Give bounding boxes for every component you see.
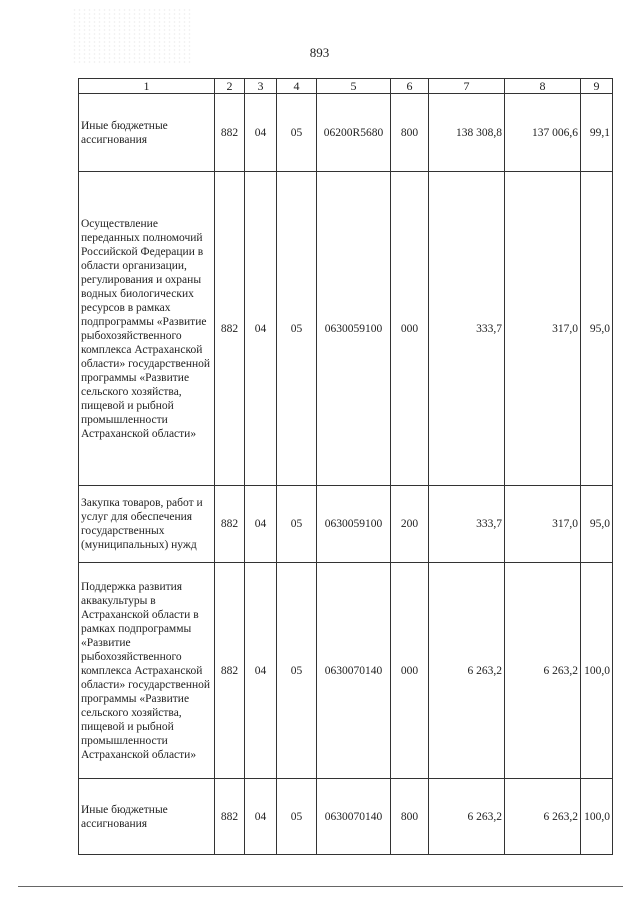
row-target: 0630059100 (317, 172, 391, 486)
row-plan: 333,7 (429, 172, 505, 486)
row-name: Осуществление переданных полномочий Российской Федерации в области организации, регулирования и охраны водных биологических ресурсов в рамках подпрограммы «Развитие рыбохозяйственного комплекса Астраханской области» государственной программы «Развитие сельского хозяйства, пищевой и рыбной промышленности Астраханской области» (79, 172, 215, 486)
row-code: 882 (215, 486, 245, 563)
column-header: 7 (429, 79, 505, 94)
table-row (79, 563, 613, 779)
row-actual: 137 006,6 (505, 94, 581, 172)
row-code: 882 (215, 94, 245, 172)
row-plan: 6 263,2 (429, 563, 505, 779)
row-actual: 317,0 (505, 172, 581, 486)
table-row (79, 486, 613, 563)
row-section: 04 (245, 94, 277, 172)
page-bottom-rule (18, 886, 623, 887)
column-header: 4 (277, 79, 317, 94)
column-header: 2 (215, 79, 245, 94)
row-percent: 100,0 (581, 563, 613, 779)
column-header: 8 (505, 79, 581, 94)
row-actual: 6 263,2 (505, 563, 581, 779)
row-target: 0630070140 (317, 779, 391, 855)
table-row (79, 94, 613, 172)
row-subsection: 05 (277, 486, 317, 563)
budget-table (78, 78, 613, 855)
row-section: 04 (245, 563, 277, 779)
row-percent: 95,0 (581, 172, 613, 486)
row-percent: 100,0 (581, 779, 613, 855)
row-type: 200 (391, 486, 429, 563)
row-section: 04 (245, 486, 277, 563)
row-name: Иные бюджетные ассигнования (79, 779, 215, 855)
table-row (79, 172, 613, 486)
row-code: 882 (215, 779, 245, 855)
row-target: 0630070140 (317, 563, 391, 779)
row-subsection: 05 (277, 172, 317, 486)
row-plan: 6 263,2 (429, 779, 505, 855)
table-header-row (79, 79, 613, 94)
column-header: 3 (245, 79, 277, 94)
row-type: 000 (391, 172, 429, 486)
row-target: 0630059100 (317, 486, 391, 563)
row-type: 800 (391, 94, 429, 172)
row-section: 04 (245, 779, 277, 855)
row-percent: 95,0 (581, 486, 613, 563)
row-subsection: 05 (277, 563, 317, 779)
row-plan: 333,7 (429, 486, 505, 563)
column-header: 6 (391, 79, 429, 94)
row-name: Закупка товаров, работ и услуг для обеспечения государственных (муниципальных) нужд (79, 486, 215, 563)
row-code: 882 (215, 172, 245, 486)
column-header: 5 (317, 79, 391, 94)
row-code: 882 (215, 563, 245, 779)
column-header: 9 (581, 79, 613, 94)
column-header: 1 (79, 79, 215, 94)
row-type: 800 (391, 779, 429, 855)
row-subsection: 05 (277, 779, 317, 855)
row-plan: 138 308,8 (429, 94, 505, 172)
row-target: 06200R5680 (317, 94, 391, 172)
row-actual: 317,0 (505, 486, 581, 563)
page-number: 893 (309, 45, 330, 60)
row-percent: 99,1 (581, 94, 613, 172)
table-row (79, 779, 613, 855)
row-name: Поддержка развития аквакультуры в Астраханской области в рамках подпрограммы «Развитие рыбохозяйственного комплекса Астраханской области» государственной программы «Развитие сельского хозяйства, пищевой и рыбной промышленности Астраханской области» (79, 563, 215, 779)
row-section: 04 (245, 172, 277, 486)
row-subsection: 05 (277, 94, 317, 172)
row-type: 000 (391, 563, 429, 779)
row-actual: 6 263,2 (505, 779, 581, 855)
row-name: Иные бюджетные ассигнования (79, 94, 215, 172)
